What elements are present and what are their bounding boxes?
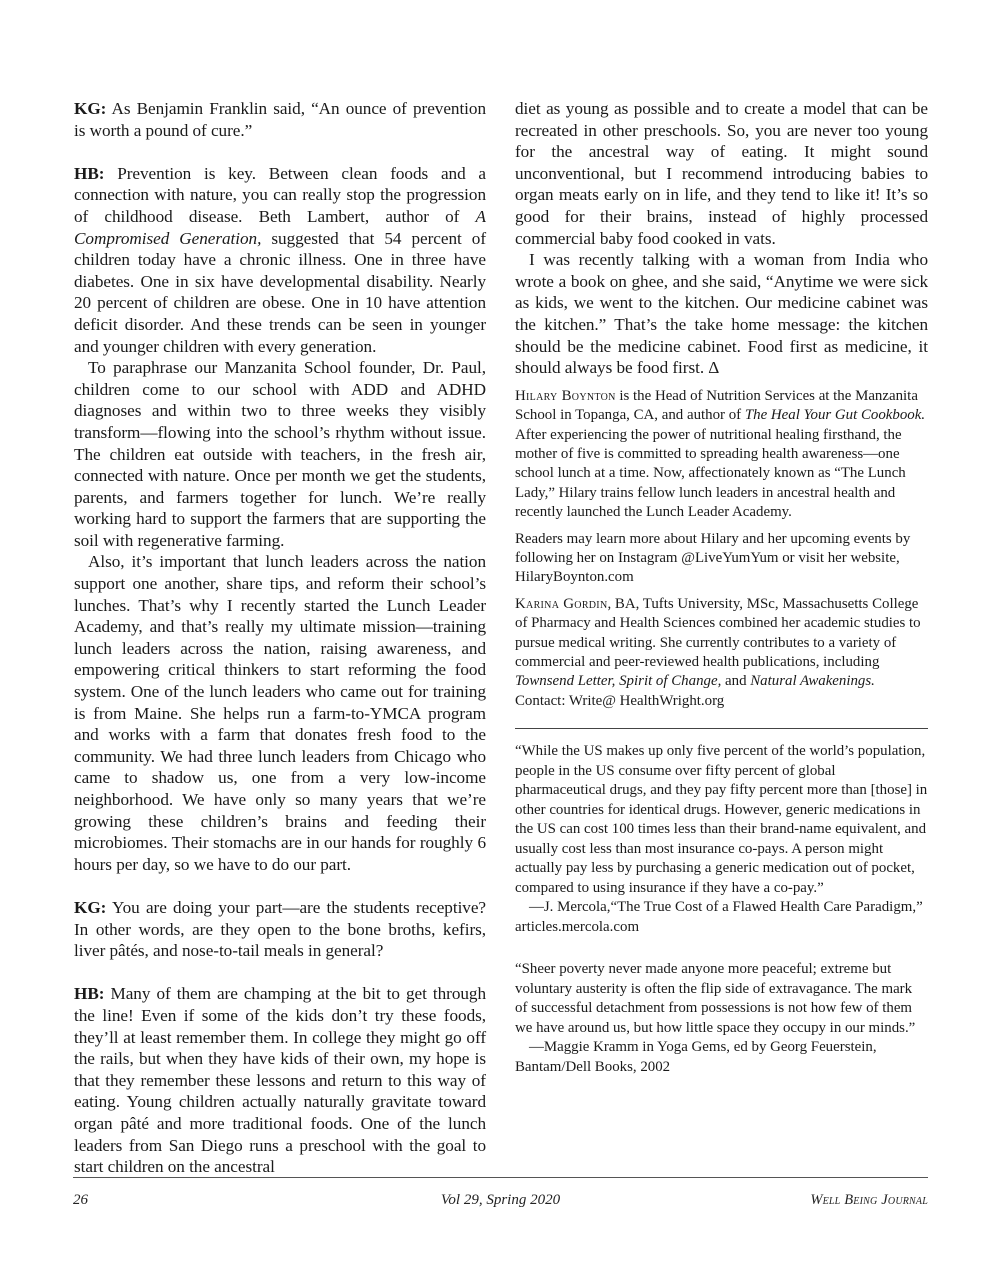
- quote-attribution: —Maggie Kramm in Yoga Gems, ed by Georg Feuerstein, Bantam/Dell Books, 2002: [515, 1039, 877, 1075]
- article-continuation: [515, 98, 928, 379]
- quote-text: “While the US makes up only five percent of the world’s population, people in the US consume over fifty percent of global pharmaceutical drugs, and they pay fifty percent more than [those] in other countries for identical drugs. However, generic medications in the US can cost 100 times less than their brand-name equivalent, and usually cost less than most insurance co-pays. A person might actually pay less by purchasing a generic medication out of pocket, compared to using insurance if they have a co-pay.”: [515, 743, 928, 896]
- speaker-label: HB:: [74, 984, 105, 1004]
- left-column: [74, 98, 486, 1178]
- journal-name: Well Being Journal: [810, 1192, 928, 1208]
- page-footer: [73, 1192, 928, 1214]
- quote-kramm: [515, 960, 928, 1077]
- section-divider: [515, 728, 928, 729]
- paragraph-kg-franklin: KG: As Benjamin Franklin said, “An ounce of prevention is worth a pound of cure.”: [74, 99, 486, 140]
- paragraph-ancestral-diet: diet as young as possible and to create a model that can be recreated in other preschools. So, you are never too young for the ancestral way of eating. It might sound unconventional, but I recommend introducing babies to organ meats early on in life, and they tend to like it! It’s so good for their brains, instead of highly processed commercial baby food cooked in vats.: [515, 99, 928, 248]
- author-name: Karina Gordin: [515, 595, 608, 612]
- speaker-label: HB:: [74, 163, 105, 183]
- quote-attribution: —J. Mercola,“The True Cost of a Flawed Health Care Paradigm,” articles.mercola.com: [515, 899, 923, 935]
- issue-label: Vol 29, Spring 2020: [440, 1192, 561, 1208]
- publication-titles: Townsend Letter, Spirit of Change,: [515, 673, 722, 690]
- speaker-label: KG:: [74, 99, 107, 118]
- paragraph-manzanita: To paraphrase our Manzanita School founder, Dr. Paul, children come to our school with ADD and ADHD diagnoses and within two to three weeks they visibly transform—flowing into the school’s rhythm without issue. The children eat outside with teachers, in the fresh air, connected with nature. Once per month we get the students, parents, and farmers together for lunch. We’re really working hard to support the farmers that are supporting the soil with regenerative farming.: [74, 358, 486, 550]
- paragraph-hb-champing: HB: Many of them are champing at the bit to get through the line! Even if some of the kids don’t try these foods, they’ll at least remember them. In college they might go off the rails, but when they have kids of their own, my hope is that they remember these lessons and return to this way of eating. Young children actually naturally gravitate toward organ pâté and more traditional foods. One of the lunch leaders from San Diego runs a preschool with the goal to start children on the ancestral: [74, 984, 486, 1177]
- paragraph-ghee: I was recently talking with a woman from India who wrote a book on ghee, and she said, “Anytime we were sick as kids, we went to the kitchen. Our medicine cabinet was the kitchen.” That’s the take home message: the kitchen should be the medicine cabinet. Food first as medicine, it should always be food first. Δ: [515, 250, 928, 378]
- paragraph-lunch-leaders: Also, it’s important that lunch leaders across the nation support one another, share tips, and reform their school’s lunches. That’s why I recently started the Lunch Leader Academy, and that’s really my ultimate mission—training lunch leaders across the nation, raising awareness, and empowering critical thinkers to start reforming the food system. One of the lunch leaders who came out for training is from Maine. She helps run a farm-to-YMCA program and works with a farm that donates fresh food to the community. We had three lunch leaders from Chicago who came to shadow us, one from a very low-income neighborhood. We have only so many years that we’re growing these children’s brains and feeding their microbiomes. Their stomachs are in our hands for roughly 6 hours per day, so we have to do our part.: [74, 552, 486, 874]
- quote-mercola: [515, 742, 928, 937]
- author-bios: [515, 387, 928, 712]
- publication-title: Natural Awakenings.: [750, 673, 875, 690]
- paragraph-kg-receptive: KG: You are doing your part—are the students receptive? In other words, are they open to the bone broths, kefirs, liver pâtés, and nose-to-tail meals in general?: [74, 897, 486, 961]
- quote-text: “Sheer poverty never made anyone more peaceful; extreme but voluntary austerity is often the flip side of extravagance. The mark of successful detachment from possessions is not how few of them we have around us, but how little space they occupy in our minds.”: [515, 961, 916, 1036]
- footer-divider: [73, 1177, 928, 1178]
- book-title: The Heal Your Gut Cookbook.: [744, 407, 926, 424]
- bio-hilary-boynton: Hilary Boynton is the Head of Nutrition Services at the Manzanita School in Topanga, CA, and author of The Heal Your Gut Cookbook. After experiencing the power of nutritional healing firsthand, the mother of five is committed to spreading health awareness—one school lunch at a time. Now, affectionately known as “The Lunch Lady,” Hilary trains fellow lunch leaders in ancestral health and recently launched the Lunch Leader Academy.: [515, 387, 926, 521]
- paragraph-hb-prevention: HB: Prevention is key. Between clean foods and a connection with nature, you can really stop the progression of childhood disease. Beth Lambert, author of A Compromised Generation, suggested that 54 percent of children today have a chronic illness. One in three have diabetes. One in six have developmental disability. Nearly 20 percent of children are obese. One in 10 have attention deficit disorder. And these trends can be seen in younger and younger children with every generation.: [74, 163, 486, 356]
- bio-readers-note: Readers may learn more about Hilary and her upcoming events by following her on Instagram @LiveYumYum or visit her website, HilaryBoynton.com: [515, 530, 911, 586]
- author-name: Hilary Boynton: [515, 387, 616, 404]
- right-column: [515, 98, 928, 1077]
- book-title: A Compromised Generation,: [74, 206, 486, 248]
- bio-karina-gordin: Karina Gordin, BA, Tufts University, MSc, Massachusetts College of Pharmacy and Health Sciences combined her academic studies to pursue medical writing. She currently contributes to a variety of commercial and peer-reviewed health publications, including Townsend Letter, Spirit of Change, and Natural Awakenings. Contact: Write@ HealthWright.org: [515, 595, 921, 709]
- page-number: 26: [73, 1192, 88, 1208]
- speaker-label: KG:: [74, 897, 107, 917]
